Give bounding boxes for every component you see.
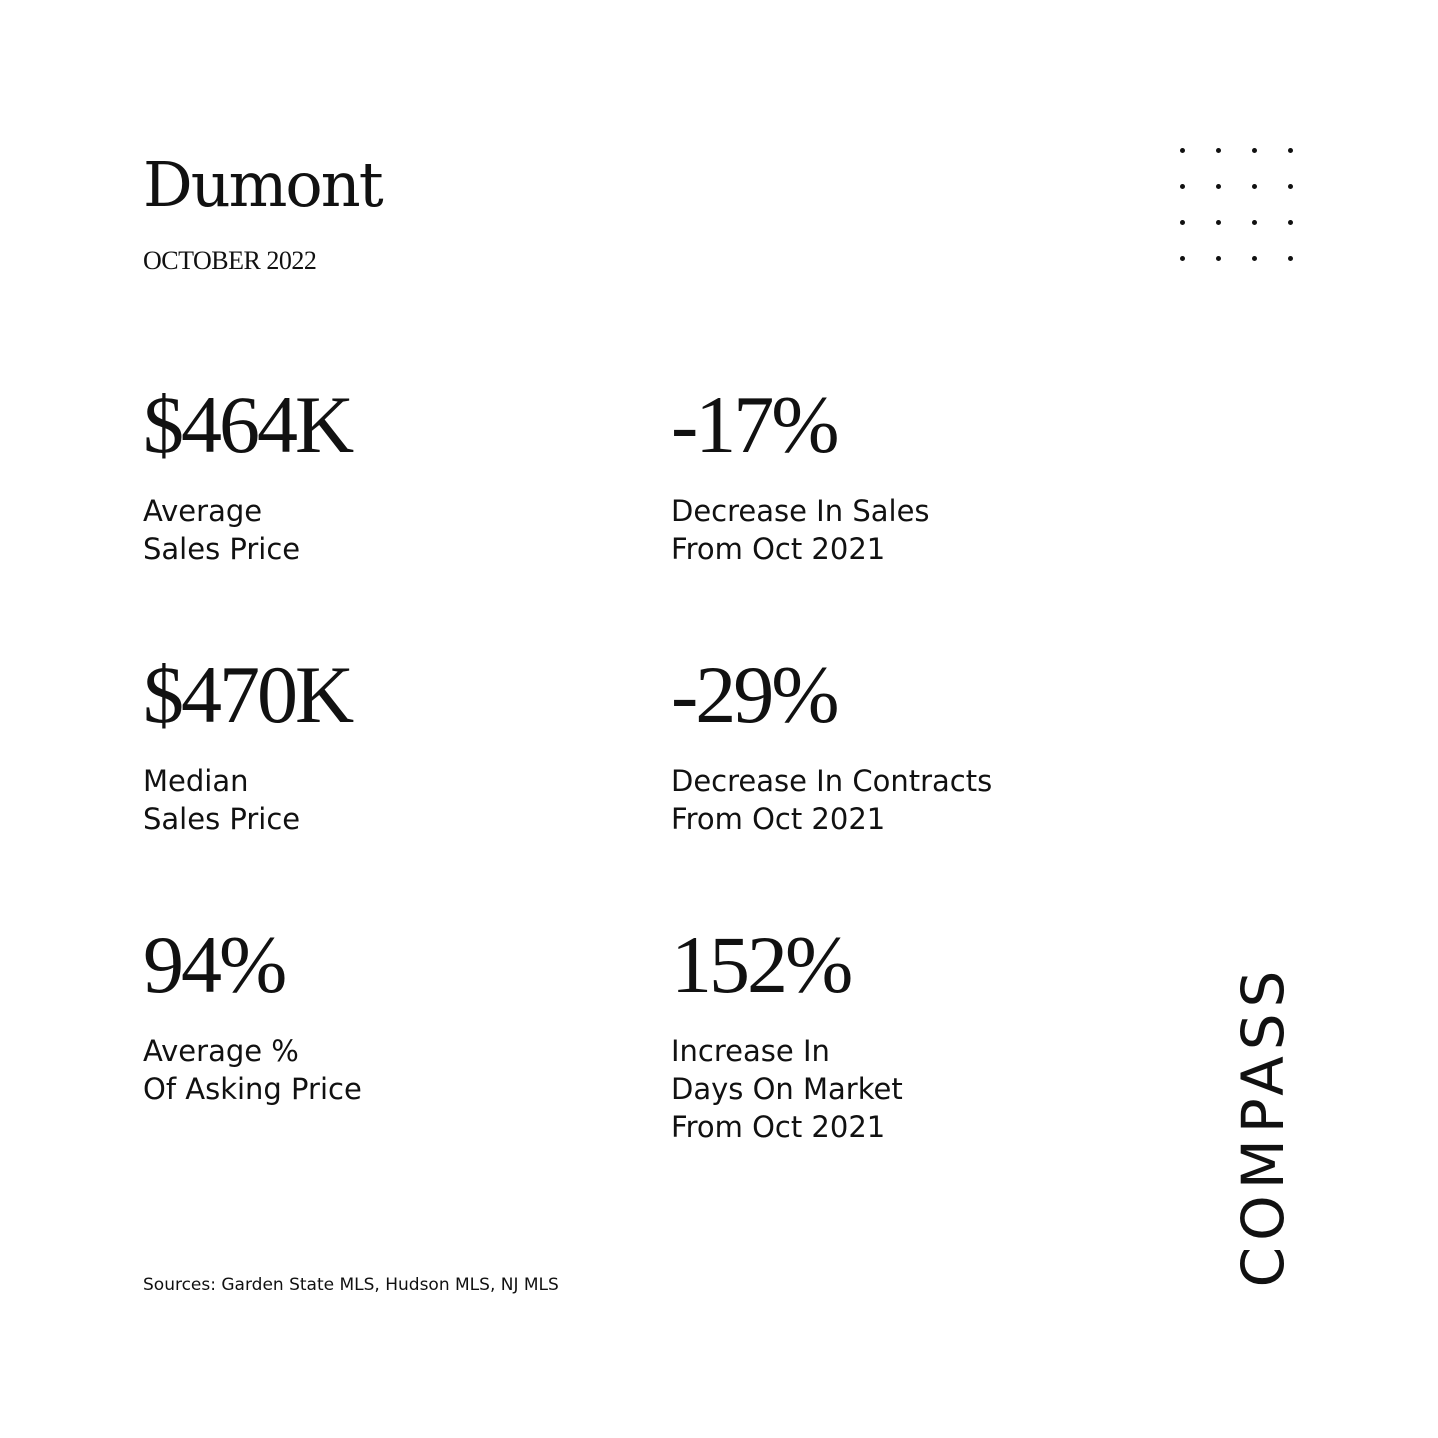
page-title: Dumont [143, 148, 382, 221]
stat-label [671, 1032, 903, 1146]
stat-value: -17% [671, 379, 837, 470]
dot [1180, 220, 1185, 225]
stat-average-sales-price [143, 380, 351, 568]
dot [1216, 148, 1221, 153]
dot [1216, 220, 1221, 225]
stat-label-line: Average % [143, 1034, 299, 1068]
stat-sales-change [671, 380, 930, 568]
sources-note: Sources: Garden State MLS, Hudson MLS, NJ MLS [143, 1275, 559, 1295]
dot [1288, 148, 1293, 153]
stat-label-line: From Oct 2021 [671, 802, 886, 836]
stat-label-line: Sales Price [143, 802, 301, 836]
stat-label [143, 492, 351, 568]
stat-label-line: From Oct 2021 [671, 532, 886, 566]
dot [1252, 220, 1257, 225]
stat-label-line: Decrease In Sales [671, 494, 930, 528]
stat-value: $470K [143, 649, 352, 740]
stat-label-line: Of Asking Price [143, 1072, 362, 1106]
stat-label-line: Days On Market [671, 1072, 903, 1106]
dot [1216, 256, 1221, 261]
dot [1180, 256, 1185, 261]
stat-label [671, 762, 992, 838]
dot [1252, 148, 1257, 153]
stat-value: $464K [143, 379, 352, 470]
stat-label-line: Increase In [671, 1034, 830, 1068]
dot [1216, 184, 1221, 189]
stat-value: -29% [671, 649, 837, 740]
stat-days-on-market-change [671, 920, 903, 1146]
stat-value: 152% [671, 919, 851, 1010]
stat-label [143, 762, 351, 838]
dot [1180, 148, 1185, 153]
stat-contracts-change [671, 650, 992, 838]
dot [1288, 184, 1293, 189]
stat-average-asking-price [143, 920, 362, 1108]
stat-label-line: Decrease In Contracts [671, 764, 993, 798]
stat-label-line: Median [143, 764, 249, 798]
dot [1252, 256, 1257, 261]
dot [1288, 220, 1293, 225]
stat-median-sales-price [143, 650, 351, 838]
stat-label-line: Sales Price [143, 532, 301, 566]
stat-value: 94% [143, 919, 285, 1010]
report-date: OCTOBER 2022 [143, 246, 317, 275]
dot [1180, 184, 1185, 189]
compass-logo: COMPASS [1229, 964, 1297, 1288]
dot [1252, 184, 1257, 189]
dot-grid-icon [1172, 142, 1298, 268]
stat-label [671, 492, 930, 568]
stat-label-line: Average [143, 494, 263, 528]
dot [1288, 256, 1293, 261]
stat-label-line: From Oct 2021 [671, 1110, 886, 1144]
stat-label [143, 1032, 362, 1108]
